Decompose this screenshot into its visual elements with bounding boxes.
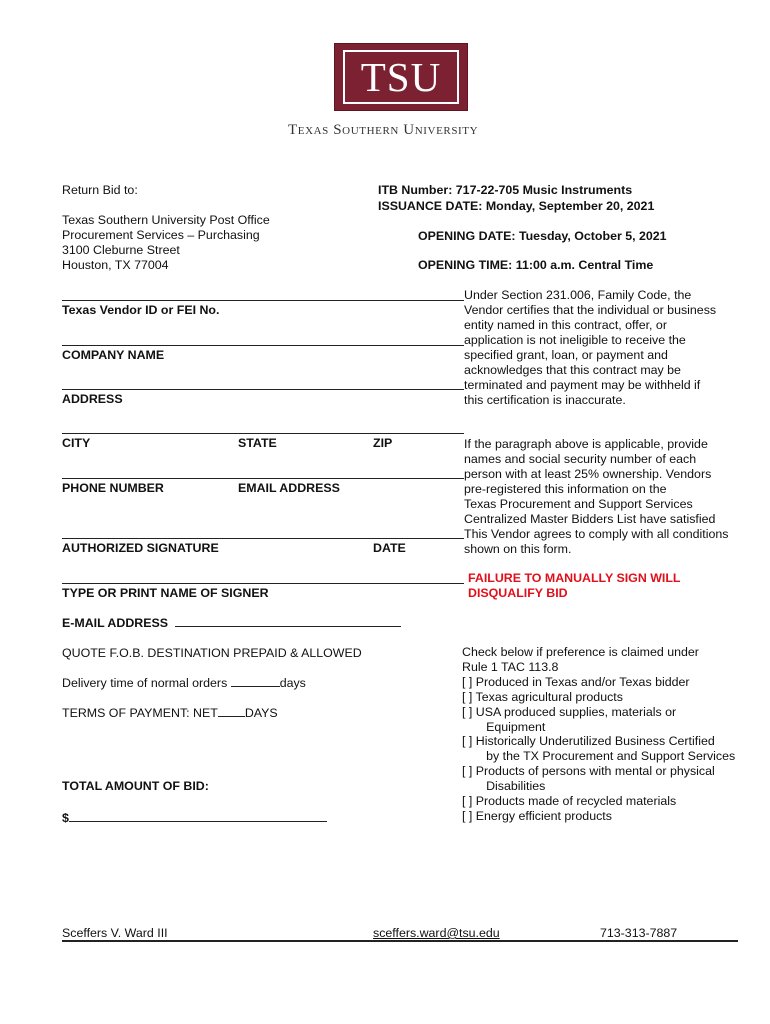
email-label: EMAIL ADDRESS: [238, 481, 340, 495]
paragraph-line: Texas Procurement and Support Services: [464, 497, 693, 511]
vendor-id-label: Texas Vendor ID or FEI No.: [62, 303, 220, 317]
company-label: COMPANY NAME: [62, 348, 165, 362]
payment-terms: [62, 705, 278, 720]
dollar-sign: $: [62, 811, 69, 825]
address-line: Procurement Services – Purchasing: [62, 228, 260, 242]
paragraph-line: specified grant, loan, or payment and: [464, 348, 668, 362]
total-amount-field: [62, 810, 327, 825]
footer-rule: [62, 940, 738, 942]
payment-unit: DAYS: [244, 706, 278, 720]
issuance-date: ISSUANCE DATE: Monday, September 20, 2021: [378, 199, 655, 213]
paragraph-line: If the paragraph above is applicable, provide: [464, 437, 708, 451]
preference-intro: Check below if preference is claimed under: [462, 645, 699, 659]
state-label: STATE: [238, 436, 277, 450]
preference-checkbox-item[interactable]: [ ] Products of persons with mental or physical: [462, 764, 715, 779]
company-line[interactable]: [62, 345, 464, 346]
signer-name-label: TYPE OR PRINT NAME OF SIGNER: [62, 586, 269, 600]
preference-checkbox-item[interactable]: [ ] Energy efficient products: [462, 808, 612, 823]
warning-line: DISQUALIFY BID: [468, 586, 568, 600]
zip-label: ZIP: [373, 436, 393, 450]
city-label: CITY: [62, 436, 91, 450]
delivery-days-blank[interactable]: [231, 675, 280, 687]
paragraph-line: person with at least 25% ownership. Vendors: [464, 467, 712, 481]
paragraph-line: This Vendor agrees to comply with all conditions: [464, 527, 729, 541]
address-label: ADDRESS: [62, 392, 123, 406]
return-address: [62, 213, 270, 273]
paragraph-line: shown on this form.: [464, 542, 572, 556]
opening-time: OPENING TIME: 11:00 a.m. Central Time: [418, 258, 654, 272]
date-label: DATE: [373, 541, 406, 555]
paragraph-line: Vendor certifies that the individual or business: [464, 303, 717, 317]
fob-terms: QUOTE F.O.B. DESTINATION PREPAID & ALLOWED: [62, 646, 362, 660]
signer-name-line[interactable]: [62, 583, 464, 584]
address-line-field[interactable]: [62, 389, 464, 390]
paragraph-line: Under Section 231.006, Family Code, the: [464, 288, 692, 302]
preference-rule: Rule 1 TAC 113.8: [462, 659, 559, 674]
contact-name: Sceffers V. Ward III: [62, 926, 168, 940]
city-line[interactable]: [62, 433, 464, 434]
ownership-paragraph: [464, 437, 728, 557]
contact-phone: 713-313-7887: [600, 926, 678, 940]
tsu-logo: [334, 43, 468, 111]
preference-checkbox-item[interactable]: [ ] USA produced supplies, materials or: [462, 704, 677, 719]
payment-label: TERMS OF PAYMENT: NET: [62, 706, 218, 720]
signature-warning: [468, 571, 680, 601]
address-line: 3100 Cleburne Street: [62, 243, 180, 257]
payment-days-blank[interactable]: [218, 705, 245, 717]
address-line: Texas Southern University Post Office: [62, 213, 270, 227]
email-address-field: [62, 615, 401, 630]
paragraph-line: terminated and payment may be withheld if: [464, 378, 701, 392]
paragraph-line: this certification is inaccurate.: [464, 393, 626, 407]
preference-checkbox-item[interactable]: [ ] Products made of recycled materials: [462, 794, 677, 809]
paragraph-line: acknowledges that this contract may be: [464, 363, 681, 377]
logo-text: TSU: [343, 50, 459, 104]
warning-line: FAILURE TO MANUALLY SIGN WILL: [468, 571, 681, 585]
preference-list: [462, 645, 735, 824]
paragraph-line: Centralized Master Bidders List have satisfied: [464, 512, 716, 526]
phone-label: PHONE NUMBER: [62, 481, 164, 495]
delivery-unit: days: [279, 676, 306, 690]
delivery-time: [62, 675, 306, 690]
return-bid-label: Return Bid to:: [62, 183, 138, 197]
email-address-blank[interactable]: [175, 615, 401, 627]
paragraph-line: pre-registered this information on the: [464, 482, 667, 496]
preference-continuation: by the TX Procurement and Support Services: [462, 749, 736, 764]
paragraph-line: application is not ineligible to receive the: [464, 333, 686, 347]
preference-checkbox-item[interactable]: [ ] Produced in Texas and/or Texas bidder: [462, 674, 690, 689]
preference-continuation: Equipment: [462, 719, 546, 734]
paragraph-line: entity named in this contract, offer, or: [464, 318, 667, 332]
opening-date: OPENING DATE: Tuesday, October 5, 2021: [418, 229, 667, 243]
paragraph-line: names and social security number of each: [464, 452, 697, 466]
family-code-paragraph: [464, 288, 716, 408]
total-amount-blank[interactable]: [69, 810, 327, 822]
preference-checkbox-item[interactable]: [ ] Texas agricultural products: [462, 689, 623, 704]
preference-checkbox-item[interactable]: [ ] Historically Underutilized Business Certified: [462, 734, 715, 749]
signature-line[interactable]: [62, 538, 464, 539]
contact-email-link[interactable]: sceffers.ward@tsu.edu: [373, 926, 500, 940]
email-address-label: E-MAIL ADDRESS: [62, 616, 169, 630]
address-line: Houston, TX 77004: [62, 258, 169, 272]
total-amount-label: TOTAL AMOUNT OF BID:: [62, 779, 209, 793]
preference-continuation: Disabilities: [462, 779, 546, 794]
phone-line[interactable]: [62, 478, 464, 479]
vendor-id-line[interactable]: [62, 300, 464, 301]
university-name: Texas Southern University: [288, 122, 479, 138]
signature-label: AUTHORIZED SIGNATURE: [62, 541, 219, 555]
delivery-label: Delivery time of normal orders: [62, 676, 231, 690]
itb-number: ITB Number: 717-22-705 Music Instruments: [378, 183, 633, 197]
